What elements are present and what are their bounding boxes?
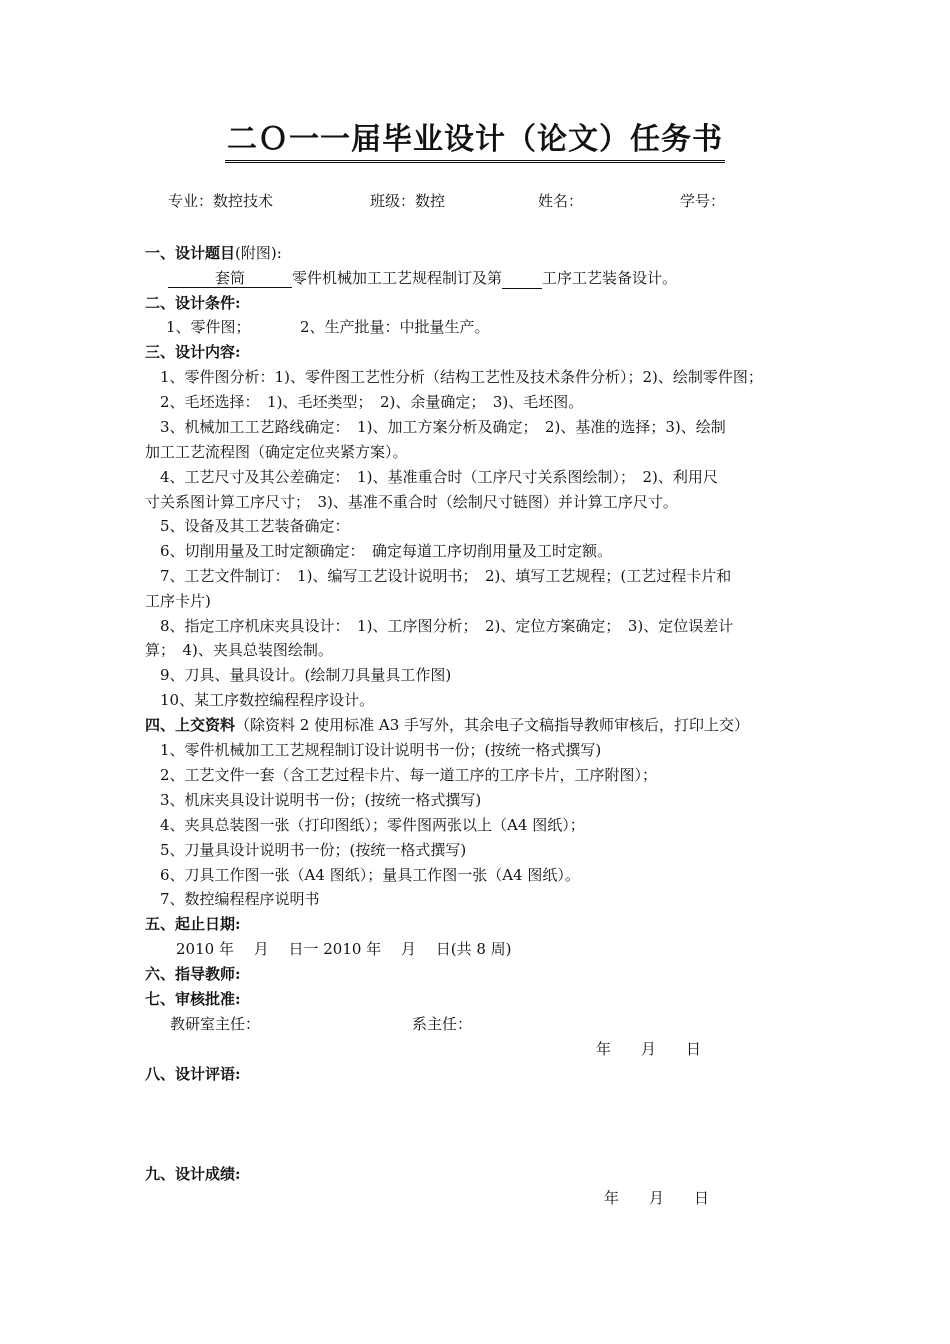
submit-line-6: 6、刀具工作图一张（A4 图纸）；量具工作图一张（A4 图纸）。 [160,866,580,884]
content-line-9: 9、刀具、量具设计。(绘制刀具量具工作图) [160,666,452,684]
part-name-blank: 套筒 [168,269,292,288]
submit-line-3: 3、机床夹具设计说明书一份；(按统一格式撰写) [160,791,482,809]
content-line-8a: 8、指定工序机床夹具设计： 1)、工序图分析； 2)、定位方案确定； 3)、定位误差计 [160,617,734,635]
approval-date: 年 月 日 [596,1040,702,1058]
content-line-6: 6、切削用量及工时定额确定： 确定每道工序切削用量及工时定额。 [160,542,613,560]
content-line-1: 1、零件图分析：1)、零件图工艺性分析（结构工艺性及技术条件分析）；2)、绘制零件图； [160,368,763,386]
topic-middle-text: 零件机械加工工艺规程制订及第 [292,269,503,287]
info-major: 专业：数控技术 [168,192,274,210]
process-number-blank [502,268,542,289]
section-1-heading-row [145,243,282,263]
content-line-10: 10、某工序数控编程程序设计。 [160,691,375,709]
topic-end-text: 工序工艺装备设计。 [542,269,678,287]
content-line-4b: 寸关系图计算工序尺寸； 3)、基准不重合时（绘制尺寸链图）并计算工序尺寸。 [145,493,678,511]
section-9-heading: 九、设计成绩: [145,1165,241,1183]
grade-date: 年 月 日 [604,1189,710,1207]
info-name: 姓名： [538,192,584,210]
section-5-heading: 五、起止日期: [145,915,241,933]
section-4-heading: 四、上交资料 [145,716,236,734]
section-2-item-1: 1、零件图； [166,318,251,336]
info-class: 班级：数控 [370,192,446,210]
faculty-head-label: 系主任： [412,1015,473,1033]
section-1-topic [168,268,677,289]
submit-line-2: 2、工艺文件一套（含工艺过程卡片、每一道工序的工序卡片，工序附图）； [160,766,658,784]
section-7-heading: 七、审核批准: [145,990,241,1008]
content-line-3b: 加工工艺流程图（确定定位夹紧方案）。 [145,443,408,461]
section-1-heading: 一、设计题目 [145,244,236,262]
content-line-2: 2、毛坯选择： 1)、毛坯类型； 2)、余量确定； 3)、毛坯图。 [160,393,584,411]
dept-head-label: 教研室主任： [170,1015,261,1033]
submit-line-4: 4、夹具总装图一张（打印图纸）；零件图两张以上（A4 图纸）； [160,816,585,834]
content-line-4a: 4、工艺尺寸及其公差确定： 1)、基准重合时（工序尺寸关系图绘制）； 2)、利用尺 [160,468,718,486]
document-title [0,122,950,163]
content-line-5: 5、设备及其工艺装备确定： [160,517,350,535]
section-6-heading: 六、指导教师: [145,965,241,983]
content-line-7b: 工序卡片) [145,592,211,610]
content-line-7a: 7、工艺文件制订： 1)、编写工艺设计说明书； 2)、填写工艺规程；(工艺过程卡片和 [160,567,732,585]
submit-line-7: 7、数控编程程序说明书 [160,890,320,908]
submit-line-1: 1、零件机械加工工艺规程制订设计说明书一份；(按统一格式撰写) [160,741,602,759]
section-8-heading: 八、设计评语: [145,1065,241,1083]
title-text: 二Ｏ一一届毕业设计（论文）任务书 [225,122,725,163]
date-range: 2010 年 月 日一 2010 年 月 日(共 8 周) [176,940,512,958]
section-4-heading-row [145,715,749,735]
submit-line-5: 5、刀量具设计说明书一份；(按统一格式撰写) [160,841,467,859]
section-4-heading-note: （除资料 2 使用标准 A3 手写外，其余电子文稿指导教师审核后，打印上交） [235,716,750,734]
info-student-id: 学号： [680,192,726,210]
section-3-heading: 三、设计内容: [145,343,241,361]
section-2-heading: 二、设计条件: [145,294,241,312]
section-1-heading-note: (附图): [235,244,282,262]
section-2-item-2: 2、生产批量：中批量生产。 [300,318,490,336]
content-line-3a: 3、机械加工工艺路线确定： 1)、加工方案分析及确定； 2)、基准的选择；3)、绘制 [160,418,726,436]
content-line-8b: 算； 4)、夹具总装图绘制。 [145,641,333,659]
